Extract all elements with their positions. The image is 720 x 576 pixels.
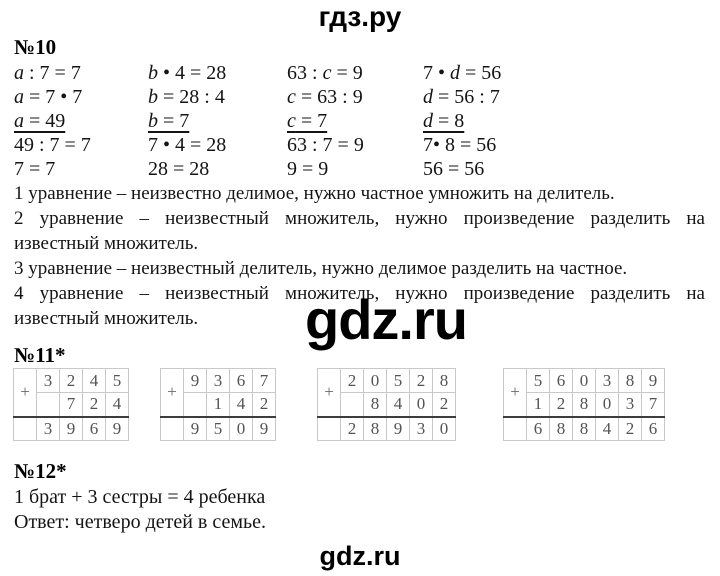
digit-cell: 1 <box>207 393 230 417</box>
equation-check-line: 7• 8 = 56 <box>423 134 497 156</box>
site-logo-footer: gdz.ru <box>319 541 401 571</box>
digit-cell: 9 <box>642 369 665 393</box>
digit-cell: 2 <box>433 393 456 417</box>
digit-cell: 9 <box>253 417 276 441</box>
sum-row <box>14 417 129 441</box>
equation-check-line: 9 = 9 <box>287 158 329 180</box>
digit-cell: 9 <box>106 417 129 441</box>
digit-cell: 6 <box>550 369 573 393</box>
equation-column <box>148 61 287 181</box>
digit-cell: 2 <box>341 417 364 441</box>
corner-cell <box>504 417 527 441</box>
digit-cell: 6 <box>230 369 253 393</box>
explanation-paragraph <box>14 256 705 281</box>
digit-cell: 6 <box>642 417 665 441</box>
column-addition-table <box>160 368 276 441</box>
task11-addition-tables <box>13 368 720 441</box>
digit-cell: 8 <box>364 417 387 441</box>
digit-cell: 5 <box>527 369 550 393</box>
equation-check-line: 63 : 7 = 9 <box>287 134 364 156</box>
digit-cell: 3 <box>596 369 619 393</box>
digit-cell: 8 <box>573 393 596 417</box>
task11-number: №11* <box>14 343 66 367</box>
digit-cell: 4 <box>596 417 619 441</box>
gdz-watermark: gdz.ru <box>305 288 467 351</box>
digit-cell: 6 <box>83 417 106 441</box>
digit-cell: 4 <box>83 369 106 393</box>
plus-sign: + <box>161 369 184 417</box>
plus-sign: + <box>318 369 341 417</box>
digit-cell: 0 <box>573 369 596 393</box>
column-addition-table <box>503 368 665 441</box>
digit-cell: 0 <box>364 369 387 393</box>
equation-line: b • 4 = 28 <box>148 62 227 84</box>
digit-cell: 8 <box>364 393 387 417</box>
digit-cell: 8 <box>433 369 456 393</box>
addend-row <box>318 369 456 393</box>
digit-cell: 0 <box>433 417 456 441</box>
digit-cell: 2 <box>83 393 106 417</box>
digit-cell: 7 <box>253 369 276 393</box>
equation-column <box>423 61 501 181</box>
digit-cell: 2 <box>341 369 364 393</box>
equation-line: d = 56 : 7 <box>423 86 500 108</box>
explanation-text: 4 уравнение – неизвестный множитель, нужно произведение разделить на <box>14 283 705 304</box>
explanation-text: 2 уравнение – неизвестный множитель, нужно произведение разделить на <box>14 208 705 229</box>
digit-cell <box>37 393 60 417</box>
equation-line: a = 7 • 7 <box>14 86 83 108</box>
addend-row <box>504 369 665 393</box>
column-addition-table <box>317 368 456 441</box>
digit-cell: 9 <box>184 369 207 393</box>
digit-cell: 4 <box>387 393 410 417</box>
digit-cell: 6 <box>527 417 550 441</box>
equation-check-line: 56 = 56 <box>423 158 485 180</box>
digit-cell: 0 <box>410 393 433 417</box>
equation-line: b = 28 : 4 <box>148 86 225 108</box>
explanation-text: известный множитель. <box>14 308 199 329</box>
equation-answer-line: c = 7 <box>287 110 328 132</box>
equation-answer-line: a = 49 <box>14 110 66 132</box>
equation-check-line: 28 = 28 <box>148 158 210 180</box>
task12-equation: 1 брат + 3 сестры = 4 ребенка <box>14 486 266 508</box>
digit-cell: 3 <box>37 417 60 441</box>
digit-cell: 2 <box>550 393 573 417</box>
digit-cell: 9 <box>387 417 410 441</box>
digit-cell: 3 <box>37 369 60 393</box>
digit-cell: 3 <box>207 369 230 393</box>
digit-cell: 8 <box>573 417 596 441</box>
explanation-text: 1 уравнение – неизвестно делимое, нужно частное умножить на делитель. <box>14 183 615 204</box>
digit-cell: 2 <box>253 393 276 417</box>
plus-sign: + <box>504 369 527 417</box>
digit-cell: 7 <box>642 393 665 417</box>
addend-row <box>14 369 129 393</box>
equation-answer-line: b = 7 <box>148 110 190 132</box>
addend-row <box>504 393 665 417</box>
digit-cell: 8 <box>550 417 573 441</box>
task10-equations <box>14 61 720 181</box>
addend-row <box>161 369 276 393</box>
digit-cell: 2 <box>619 417 642 441</box>
equation-line: a : 7 = 7 <box>14 62 81 84</box>
explanation-paragraph <box>14 206 705 256</box>
corner-cell <box>14 417 37 441</box>
digit-cell: 3 <box>410 417 433 441</box>
sum-row <box>504 417 665 441</box>
digit-cell <box>341 393 364 417</box>
digit-cell: 9 <box>184 417 207 441</box>
digit-cell: 2 <box>410 369 433 393</box>
sum-row <box>161 417 276 441</box>
equation-check-line: 7 = 7 <box>14 158 56 180</box>
digit-cell: 4 <box>106 393 129 417</box>
digit-cell: 8 <box>619 369 642 393</box>
digit-cell: 5 <box>106 369 129 393</box>
digit-cell: 5 <box>387 369 410 393</box>
task10-number: №10 <box>14 35 57 59</box>
corner-cell <box>318 417 341 441</box>
digit-cell: 2 <box>60 369 83 393</box>
column-addition-table <box>13 368 129 441</box>
digit-cell <box>184 393 207 417</box>
equation-column <box>14 61 148 181</box>
explanation-paragraph <box>14 181 705 206</box>
digit-cell: 0 <box>596 393 619 417</box>
plus-sign: + <box>14 369 37 417</box>
equation-check-line: 49 : 7 = 7 <box>14 134 91 156</box>
equation-answer-line: d = 8 <box>423 110 465 132</box>
digit-cell: 3 <box>619 393 642 417</box>
site-logo-header: гдз.ру <box>318 1 402 32</box>
digit-cell: 1 <box>527 393 550 417</box>
task12-number: №12* <box>14 459 67 483</box>
equation-line: 63 : c = 9 <box>287 62 363 84</box>
digit-cell: 0 <box>230 417 253 441</box>
equation-line: c = 63 : 9 <box>287 86 363 108</box>
task12-answer: Ответ: четверо детей в семье. <box>14 511 267 533</box>
sum-row <box>318 417 456 441</box>
digit-cell: 7 <box>60 393 83 417</box>
task12-solution <box>0 485 720 535</box>
digit-cell: 5 <box>207 417 230 441</box>
equation-check-line: 7 • 4 = 28 <box>148 134 227 156</box>
digit-cell: 4 <box>230 393 253 417</box>
explanation-text: известный множитель. <box>14 233 199 254</box>
explanation-text: 3 уравнение – неизвестный делитель, нужно делимое разделить на частное. <box>14 258 628 279</box>
digit-cell: 9 <box>60 417 83 441</box>
corner-cell <box>161 417 184 441</box>
equation-column <box>287 61 423 181</box>
equation-line: 7 • d = 56 <box>423 62 502 84</box>
